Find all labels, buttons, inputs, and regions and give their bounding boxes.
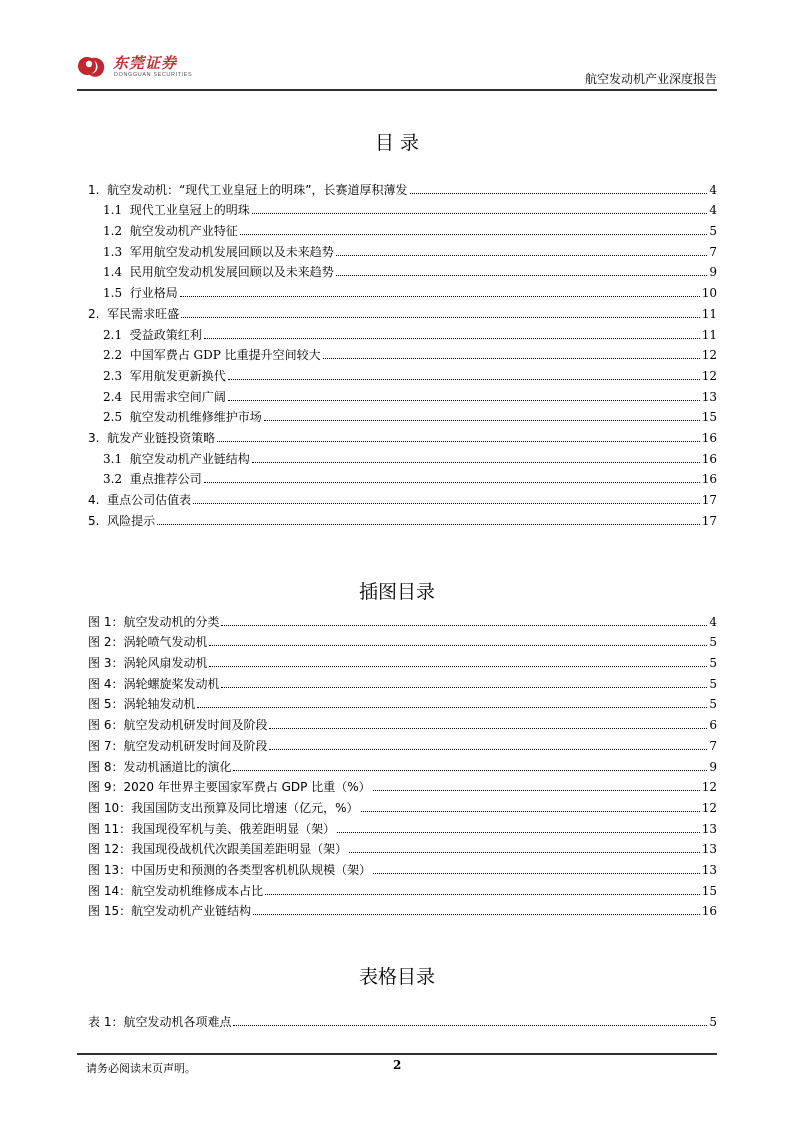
entry-title: 现代工业皇冠上的明珠 — [129, 203, 250, 218]
dot-leader — [233, 1025, 707, 1026]
report-title: 航空发动机产业深度报告 — [584, 72, 717, 86]
entry-title: 发动机涵道比的演化 — [123, 759, 232, 774]
entry-page: 12 — [701, 348, 717, 363]
dot-leader — [336, 255, 707, 256]
entry-number: 图 7： — [88, 738, 124, 753]
dot-leader — [265, 894, 700, 895]
entry-title: 中国军费占 GDP 比重提升空间较大 — [129, 348, 321, 363]
entry-page: 4 — [709, 182, 717, 197]
dot-leader — [373, 790, 700, 791]
entry-title: 军民需求旺盛 — [107, 306, 180, 321]
figure-entry[interactable] — [88, 795, 717, 816]
entry-page: 5 — [709, 656, 717, 671]
entry-number: 1.2 — [103, 224, 130, 239]
entry-title: 重点公司估值表 — [107, 493, 192, 507]
figure-entry[interactable] — [88, 754, 717, 775]
entry-page: 12 — [701, 368, 717, 383]
disclaimer-note: 请务必阅读末页声明。 — [86, 1062, 196, 1075]
toc-entry[interactable] — [88, 198, 717, 219]
dot-leader — [269, 749, 707, 750]
entry-number: 图 15： — [88, 904, 132, 919]
entry-title: 风险提示 — [107, 513, 156, 528]
entry-page: 13 — [701, 821, 717, 836]
entry-page: 5 — [709, 635, 717, 650]
entry-page: 12 — [701, 800, 717, 815]
entry-title: 航空发动机维修成本占比 — [131, 883, 264, 898]
figure-entry[interactable] — [88, 712, 717, 733]
entry-title: 航发产业链投资策略 — [107, 430, 216, 445]
toc-entry[interactable] — [88, 405, 717, 426]
logo-english-name: DONGGUAN SECURITIES — [114, 72, 193, 78]
entry-number: 3.1 — [103, 451, 130, 466]
dot-leader — [228, 400, 700, 401]
entry-page: 17 — [701, 493, 717, 507]
entry-number: 图 4： — [88, 676, 124, 691]
figure-entry[interactable] — [88, 671, 717, 692]
dot-leader — [209, 666, 707, 667]
entry-page: 13 — [701, 862, 717, 877]
dot-leader — [180, 296, 700, 297]
toc-entry[interactable] — [88, 508, 717, 529]
figure-entry[interactable] — [88, 857, 717, 878]
entry-page: 13 — [701, 842, 717, 857]
entry-title: 航空发动机：“现代工业皇冠上的明珠”，长赛道厚积薄发 — [107, 182, 408, 197]
dot-leader — [197, 707, 707, 708]
dot-leader — [228, 379, 700, 380]
entry-page: 16 — [701, 430, 717, 445]
logo-chinese-name: 东莞证券 — [113, 54, 178, 72]
entry-number: 图 1： — [88, 614, 124, 629]
figure-entry[interactable] — [88, 837, 717, 858]
entry-title: 2020 年世界主要国家军费占 GDP 比重（%） — [123, 780, 371, 795]
entry-title: 受益政策红利 — [129, 327, 202, 342]
figure-list-title: 插图目录 — [358, 581, 435, 603]
dot-leader — [253, 914, 700, 915]
entry-number: 2.5 — [103, 410, 130, 425]
dot-leader — [337, 832, 700, 833]
toc-entry[interactable] — [88, 487, 717, 508]
dot-leader — [349, 852, 700, 853]
entry-title: 我国国防支出预算及同比增速（亿元，%） — [131, 800, 359, 815]
entry-number: 图 14： — [88, 883, 132, 898]
entry-title: 航空发动机的分类 — [123, 614, 220, 629]
entry-page: 11 — [701, 327, 717, 342]
entry-number: 3. — [88, 430, 108, 445]
entry-page: 10 — [701, 286, 717, 301]
entry-page: 4 — [709, 203, 717, 218]
figure-entry[interactable] — [88, 692, 717, 713]
dot-leader — [269, 728, 707, 729]
dot-leader — [221, 687, 707, 688]
entry-number: 1. — [88, 182, 108, 197]
dot-leader — [193, 503, 700, 504]
entry-title: 军用航发更新换代 — [129, 368, 226, 383]
dot-leader — [373, 873, 700, 874]
figure-entry[interactable] — [88, 733, 717, 754]
entry-number: 2. — [88, 306, 108, 321]
entry-title: 中国历史和预测的各类型客机机队规模（架） — [131, 862, 372, 877]
toc-title: 目 录 — [374, 132, 420, 154]
entry-number: 2.1 — [103, 327, 130, 342]
entry-number: 图 10： — [88, 800, 132, 815]
dot-leader — [240, 234, 707, 235]
entry-title: 涡轮风扇发动机 — [123, 656, 208, 671]
entry-page: 6 — [709, 718, 717, 733]
entry-number: 1.5 — [103, 286, 130, 301]
dot-leader — [323, 358, 700, 359]
entry-number: 图 2： — [88, 635, 124, 650]
entry-page: 16 — [701, 904, 717, 919]
entry-page: 7 — [709, 244, 717, 259]
entry-title: 航空发动机各项难点 — [123, 1014, 232, 1029]
toc-entry[interactable] — [88, 301, 717, 322]
entry-page: 4 — [709, 614, 717, 629]
entry-number: 1.1 — [103, 203, 130, 218]
toc-list — [88, 177, 717, 529]
entry-title: 我国现役军机与美、俄差距明显（架） — [131, 821, 336, 836]
entry-number: 2.3 — [103, 368, 130, 383]
figure-entry[interactable] — [88, 878, 717, 899]
toc-entry[interactable] — [88, 218, 717, 239]
page-header — [77, 48, 717, 92]
dot-leader — [336, 275, 707, 276]
entry-page: 5 — [709, 697, 717, 712]
company-logo — [77, 48, 227, 88]
toc-entry[interactable] — [88, 322, 717, 343]
entry-title: 航空发动机维修维护市场 — [129, 410, 262, 425]
entry-number: 图 9： — [88, 780, 124, 795]
entry-page: 13 — [701, 389, 717, 404]
dot-leader — [181, 317, 700, 318]
entry-title: 民用需求空间广阔 — [129, 389, 226, 404]
entry-page: 5 — [709, 1014, 717, 1029]
entry-title: 我国现役战机代次跟美国差距明显（架） — [131, 842, 348, 857]
dot-leader — [361, 811, 700, 812]
figure-entry[interactable] — [88, 775, 717, 796]
entry-number: 表 1： — [88, 1014, 124, 1029]
entry-page: 5 — [709, 224, 717, 239]
dot-leader — [410, 193, 707, 194]
header-divider — [77, 89, 717, 91]
dot-leader — [157, 524, 700, 525]
toc-entry[interactable] — [88, 280, 717, 301]
toc-entry[interactable] — [88, 363, 717, 384]
entry-title: 涡轮螺旋桨发动机 — [123, 676, 220, 691]
entry-number: 2.4 — [103, 389, 130, 404]
toc-entry[interactable] — [88, 425, 717, 446]
dot-leader — [252, 462, 700, 463]
figure-entry[interactable] — [88, 650, 717, 671]
entry-number: 2.2 — [103, 348, 130, 363]
entry-title: 民用航空发动机发展回顾以及未来趋势 — [129, 265, 334, 280]
entry-page: 7 — [709, 738, 717, 753]
toc-entry[interactable] — [88, 343, 717, 364]
entry-page: 5 — [709, 676, 717, 691]
dot-leader — [252, 213, 707, 214]
logo-mark-icon — [77, 52, 107, 80]
entry-number: 图 5： — [88, 697, 124, 712]
entry-title: 涡轮喷气发动机 — [123, 635, 208, 650]
toc-entry[interactable] — [88, 446, 717, 467]
entry-number: 图 6： — [88, 718, 124, 733]
toc-entry[interactable] — [88, 384, 717, 405]
figure-entry[interactable] — [88, 816, 717, 837]
toc-entry[interactable] — [88, 260, 717, 281]
entry-title: 航空发动机研发时间及阶段 — [123, 738, 268, 753]
entry-title: 航空发动机产业链结构 — [129, 451, 250, 466]
entry-number: 图 3： — [88, 656, 124, 671]
entry-number: 图 8： — [88, 759, 124, 774]
entry-number: 4. — [88, 493, 108, 507]
figure-entry[interactable] — [88, 609, 717, 630]
footer-divider — [77, 1053, 717, 1055]
page-number: 2 — [393, 1058, 402, 1072]
table-list — [88, 1009, 717, 1030]
entry-page: 16 — [701, 472, 717, 487]
figure-entry[interactable] — [88, 899, 717, 920]
table-entry[interactable] — [88, 1009, 717, 1030]
table-list-title: 表格目录 — [358, 966, 435, 988]
entry-number: 3.2 — [103, 472, 130, 487]
entry-number: 图 12： — [88, 842, 132, 857]
figure-entry[interactable] — [88, 630, 717, 651]
dot-leader — [264, 420, 700, 421]
entry-number: 图 13： — [88, 862, 132, 877]
entry-page: 12 — [701, 780, 717, 795]
dot-leader — [233, 770, 707, 771]
entry-number: 5. — [88, 513, 108, 528]
dot-leader — [209, 645, 707, 646]
figure-list — [88, 609, 717, 919]
entry-number: 1.3 — [103, 244, 130, 259]
entry-page: 9 — [709, 759, 717, 774]
entry-page: 17 — [701, 513, 717, 528]
entry-number: 1.4 — [103, 265, 130, 280]
toc-entry[interactable] — [88, 177, 717, 198]
entry-title: 涡轮轴发动机 — [123, 697, 196, 712]
entry-title: 军用航空发动机发展回顾以及未来趋势 — [129, 244, 334, 259]
entry-page: 9 — [709, 265, 717, 280]
entry-title: 航空发动机产业特征 — [129, 224, 238, 239]
dot-leader — [221, 625, 707, 626]
entry-title: 行业格局 — [129, 286, 178, 301]
entry-number: 图 11： — [88, 821, 132, 836]
dot-leader — [217, 441, 700, 442]
entry-title: 航空发动机研发时间及阶段 — [123, 718, 268, 733]
entry-title: 重点推荐公司 — [129, 472, 202, 487]
toc-entry[interactable] — [88, 239, 717, 260]
entry-page: 15 — [701, 410, 717, 425]
entry-page: 11 — [701, 306, 717, 321]
dot-leader — [204, 482, 700, 483]
entry-title: 航空发动机产业链结构 — [131, 904, 252, 919]
toc-entry[interactable] — [88, 467, 717, 488]
entry-page: 15 — [701, 883, 717, 898]
dot-leader — [204, 338, 700, 339]
entry-page: 16 — [701, 451, 717, 466]
